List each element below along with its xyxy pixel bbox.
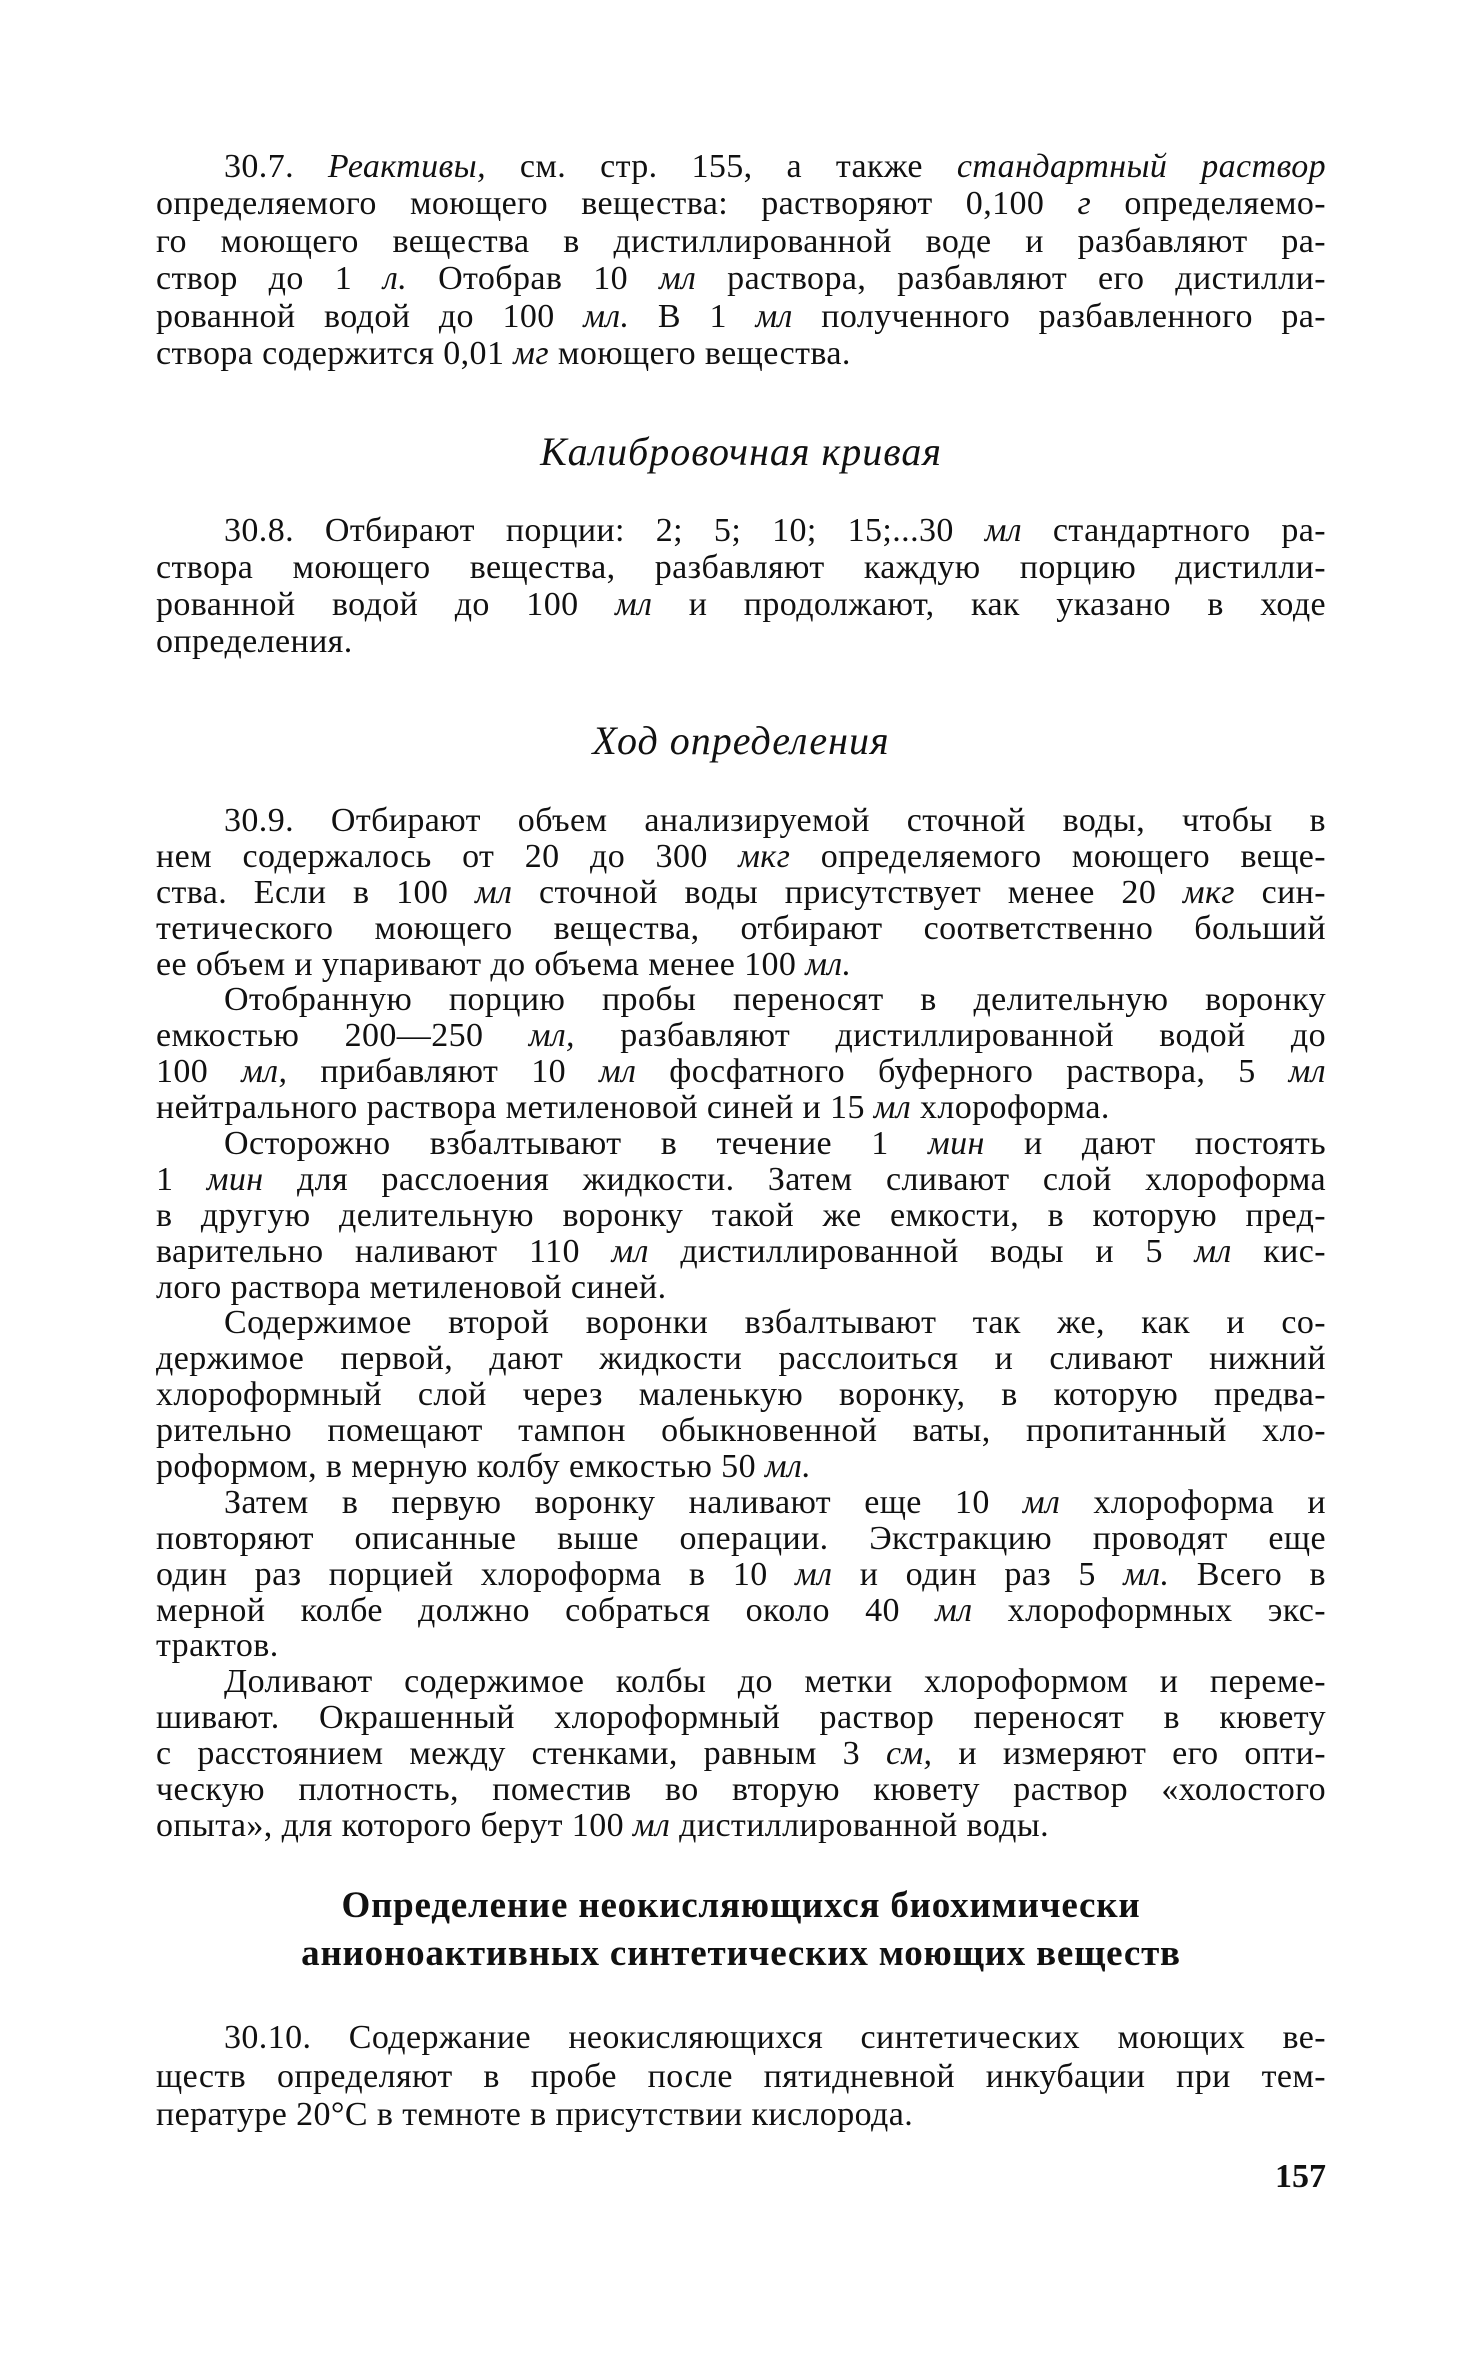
text-line	[156, 512, 1326, 549]
text-run: В 1	[629, 297, 756, 335]
text-run: фосфатного буферного раствора, 5	[636, 1053, 1289, 1091]
text-run: Отобранную порцию пробы переносят в делительную воронку	[224, 981, 1326, 1019]
text-run: 30.7.	[224, 148, 328, 185]
text-run: ческую плотность, поместив во вторую кювету раствор «холостого	[156, 1771, 1326, 1809]
text-run: Всего в	[1169, 1555, 1326, 1593]
text-run: дистиллированной воды.	[670, 1806, 1049, 1844]
text-line	[156, 982, 1326, 1018]
text-line	[156, 911, 1326, 947]
paragraph-30-7	[156, 148, 1326, 372]
italic-text-run: мл	[755, 297, 793, 335]
text-line	[156, 1341, 1326, 1377]
text-line	[156, 1772, 1326, 1808]
text-run: шивают. Окрашенный хлороформный раствор переносят в кювету	[156, 1699, 1326, 1737]
text-line	[156, 875, 1326, 911]
text-line	[156, 335, 1326, 372]
text-line	[156, 2019, 1326, 2058]
text-line	[156, 1377, 1326, 1413]
italic-text-run: мин	[927, 1125, 985, 1163]
text-run: стандартного ра-	[1022, 512, 1326, 549]
text-line	[156, 1126, 1326, 1162]
italic-text-run: мл	[1022, 1483, 1061, 1521]
text-run: тетического моющего вещества, отбирают соответственно больший	[156, 909, 1326, 947]
section-heading-line-2: анионоактивных синтетических моющих веществ	[301, 1933, 1181, 1974]
text-line	[156, 1162, 1326, 1198]
italic-text-run: мл	[658, 260, 697, 298]
text-line	[156, 549, 1326, 586]
text-run: и продолжают, как указано в ходе	[652, 586, 1327, 623]
text-run: хлороформа и	[1060, 1483, 1326, 1521]
text-line	[156, 1090, 1326, 1126]
text-run: син-	[1234, 873, 1326, 911]
text-run: см. стр. 155, а также	[485, 148, 957, 185]
italic-text-run: стандартный раствор	[956, 148, 1326, 185]
text-run: Осторожно взбалтывают в течение 1	[224, 1125, 928, 1163]
text-run: рительно помещают тампон обыкновенной ваты, пропитанный хло-	[156, 1412, 1326, 1450]
text-line	[156, 1521, 1326, 1557]
italic-text-run: мл.	[764, 1448, 812, 1486]
text-run: определения.	[156, 623, 353, 660]
text-line	[156, 260, 1326, 297]
text-run: лого раствора метиленовой синей.	[156, 1268, 667, 1306]
text-line	[156, 803, 1326, 839]
page-number: 157	[1275, 2158, 1326, 2195]
text-line	[156, 1664, 1326, 1700]
text-line	[156, 1485, 1326, 1521]
text-run: нем содержалось от 20 до 300	[156, 837, 739, 875]
text-line	[156, 1054, 1326, 1090]
text-run: варительно наливают 110	[156, 1232, 612, 1270]
italic-text-run: мл	[632, 1806, 671, 1844]
text-run: сточной воды присутствует менее 20	[512, 873, 1183, 911]
italic-text-run: мл	[1288, 1053, 1326, 1091]
text-line	[156, 1449, 1326, 1485]
italic-text-run: л.	[383, 260, 408, 298]
text-run: с расстоянием между стенками, равным 3	[156, 1735, 886, 1773]
text-line	[156, 1270, 1326, 1306]
italic-text-run: мл,	[241, 1053, 288, 1091]
text-run: дистиллированной воды и 5	[648, 1232, 1195, 1270]
text-run: Затем в первую воронку наливают еще 10	[224, 1483, 1023, 1521]
text-line	[156, 1736, 1326, 1772]
italic-text-run: мл,	[528, 1017, 575, 1055]
text-run: и измеряют его опти-	[932, 1735, 1326, 1773]
italic-text-run: см,	[885, 1735, 933, 1773]
italic-text-run: мл	[873, 1089, 912, 1127]
text-run: Доливают содержимое колбы до метки хлороформом и переме-	[224, 1663, 1326, 1701]
text-run: для расслоения жидкости. Затем сливают слой хлороформа	[263, 1160, 1326, 1198]
text-run: 100	[156, 1053, 242, 1091]
text-line	[156, 1305, 1326, 1341]
text-run: 30.10. Содержание неокисляющихся синтетических моющих ве-	[224, 2019, 1326, 2056]
text-line	[156, 1593, 1326, 1629]
text-run: нейтрального раствора метиленовой синей и 15	[156, 1089, 874, 1127]
text-line	[156, 185, 1326, 222]
text-run: определяемого моющего веще-	[790, 837, 1326, 875]
italic-text-run: мл.	[1123, 1555, 1170, 1593]
text-line	[156, 839, 1326, 875]
text-run: го моющего вещества в дистиллированной воде и разбавляют ра-	[156, 222, 1326, 260]
italic-text-run: Реактивы,	[327, 148, 486, 185]
text-run: один раз порцией хлороформа в 10	[156, 1555, 796, 1593]
text-line	[156, 148, 1326, 185]
text-run: пературе 20°C в темноте в присутствии кислорода.	[156, 2096, 914, 2133]
text-line	[156, 1557, 1326, 1593]
text-run: раствора, разбавляют его дистилли-	[696, 260, 1326, 298]
italic-text-run: мл	[984, 512, 1023, 549]
paragraph-30-10	[156, 2019, 1326, 2135]
italic-text-run: мкг	[738, 837, 791, 875]
italic-text-run: г	[1077, 185, 1092, 223]
text-line	[156, 1018, 1326, 1054]
paragraph-30-9	[156, 803, 1326, 1844]
text-run: емкостью 200—250	[156, 1017, 529, 1055]
text-run: Отобрав 10	[407, 260, 659, 298]
heading-calibration-curve: Калибровочная кривая	[540, 429, 942, 474]
text-run: хлороформных экс-	[972, 1591, 1326, 1629]
italic-text-run: мл	[935, 1591, 973, 1629]
italic-text-run: мкг	[1182, 873, 1235, 911]
text-run: створа моющего вещества, разбавляют каждую порцию дистилли-	[156, 549, 1326, 586]
text-run: 30.8. Отбирают порции: 2; 5; 10; 15;...30	[224, 512, 985, 549]
text-run: Содержимое второй воронки взбалтывают так же, как и со-	[224, 1304, 1326, 1342]
text-run: определяемого моющего вещества: растворяют 0,100	[156, 185, 1078, 223]
text-run: хлороформа.	[911, 1089, 1110, 1127]
text-line	[156, 1808, 1326, 1844]
italic-text-run: мл	[611, 1232, 649, 1270]
section-heading-line-1: Определение неокисляющихся биохимически	[341, 1885, 1141, 1926]
text-run: ществ определяют в пробе после пятидневной инкубации при тем-	[156, 2057, 1326, 2095]
italic-text-run: мл	[598, 1053, 637, 1091]
text-run: определяемо-	[1091, 185, 1326, 223]
text-line	[156, 947, 1326, 983]
text-run: и один раз 5	[832, 1555, 1124, 1593]
italic-text-run: мл	[474, 873, 513, 911]
text-run: створ до 1	[156, 260, 384, 298]
italic-text-run: мл	[614, 586, 653, 623]
italic-text-run: мин	[206, 1160, 264, 1198]
text-run: полученного разбавленного ра-	[792, 297, 1326, 335]
text-run: роформом, в мерную колбу емкостью 50	[156, 1448, 765, 1486]
text-run: ее объем и упаривают до объема менее 100	[156, 945, 806, 983]
italic-text-run: мг	[513, 334, 550, 372]
text-run: кис-	[1231, 1232, 1326, 1270]
text-run: створа содержится 0,01	[156, 334, 514, 372]
paragraph-30-8	[156, 512, 1326, 660]
text-run: ства. Если в 100	[156, 873, 475, 911]
text-line	[156, 2058, 1326, 2097]
text-run: хлороформный слой через маленькую воронку, в которую предва-	[156, 1376, 1326, 1414]
text-run: и дают постоять	[984, 1125, 1327, 1163]
text-run: рованной водой до 100	[156, 586, 615, 623]
text-run: 1	[156, 1160, 207, 1198]
text-run: трактов.	[156, 1627, 279, 1665]
text-run: мерной колбе должно собраться около 40	[156, 1591, 936, 1629]
text-run: моющего вещества.	[549, 334, 851, 372]
text-run: опыта», для которого берут 100	[156, 1806, 633, 1844]
text-run: рованной водой до 100	[156, 297, 584, 335]
text-line	[156, 1700, 1326, 1736]
text-run: держимое первой, дают жидкости расслоиться и сливают нижний	[156, 1340, 1326, 1378]
heading-procedure: Ход определения	[592, 718, 890, 763]
italic-text-run: мл	[1194, 1232, 1232, 1270]
text-run: прибавляют 10	[287, 1053, 599, 1091]
text-line	[156, 1413, 1326, 1449]
italic-text-run: мл.	[805, 945, 852, 983]
text-run: в другую делительную воронку такой же емкости, в которую пред-	[156, 1196, 1326, 1234]
text-line	[156, 586, 1326, 623]
text-line	[156, 623, 1326, 660]
text-run: повторяют описанные выше операции. Экстракцию проводят еще	[156, 1519, 1326, 1557]
text-line	[156, 1234, 1326, 1270]
text-line	[156, 1198, 1326, 1234]
text-line	[156, 2096, 1326, 2135]
italic-text-run: мл.	[583, 297, 630, 335]
italic-text-run: мл	[795, 1555, 833, 1593]
text-run: разбавляют дистиллированной водой до	[574, 1017, 1326, 1055]
text-line	[156, 298, 1326, 335]
text-line	[156, 223, 1326, 260]
text-line	[156, 1628, 1326, 1664]
text-run: 30.9. Отбирают объем анализируемой сточной воды, чтобы в	[224, 802, 1326, 839]
